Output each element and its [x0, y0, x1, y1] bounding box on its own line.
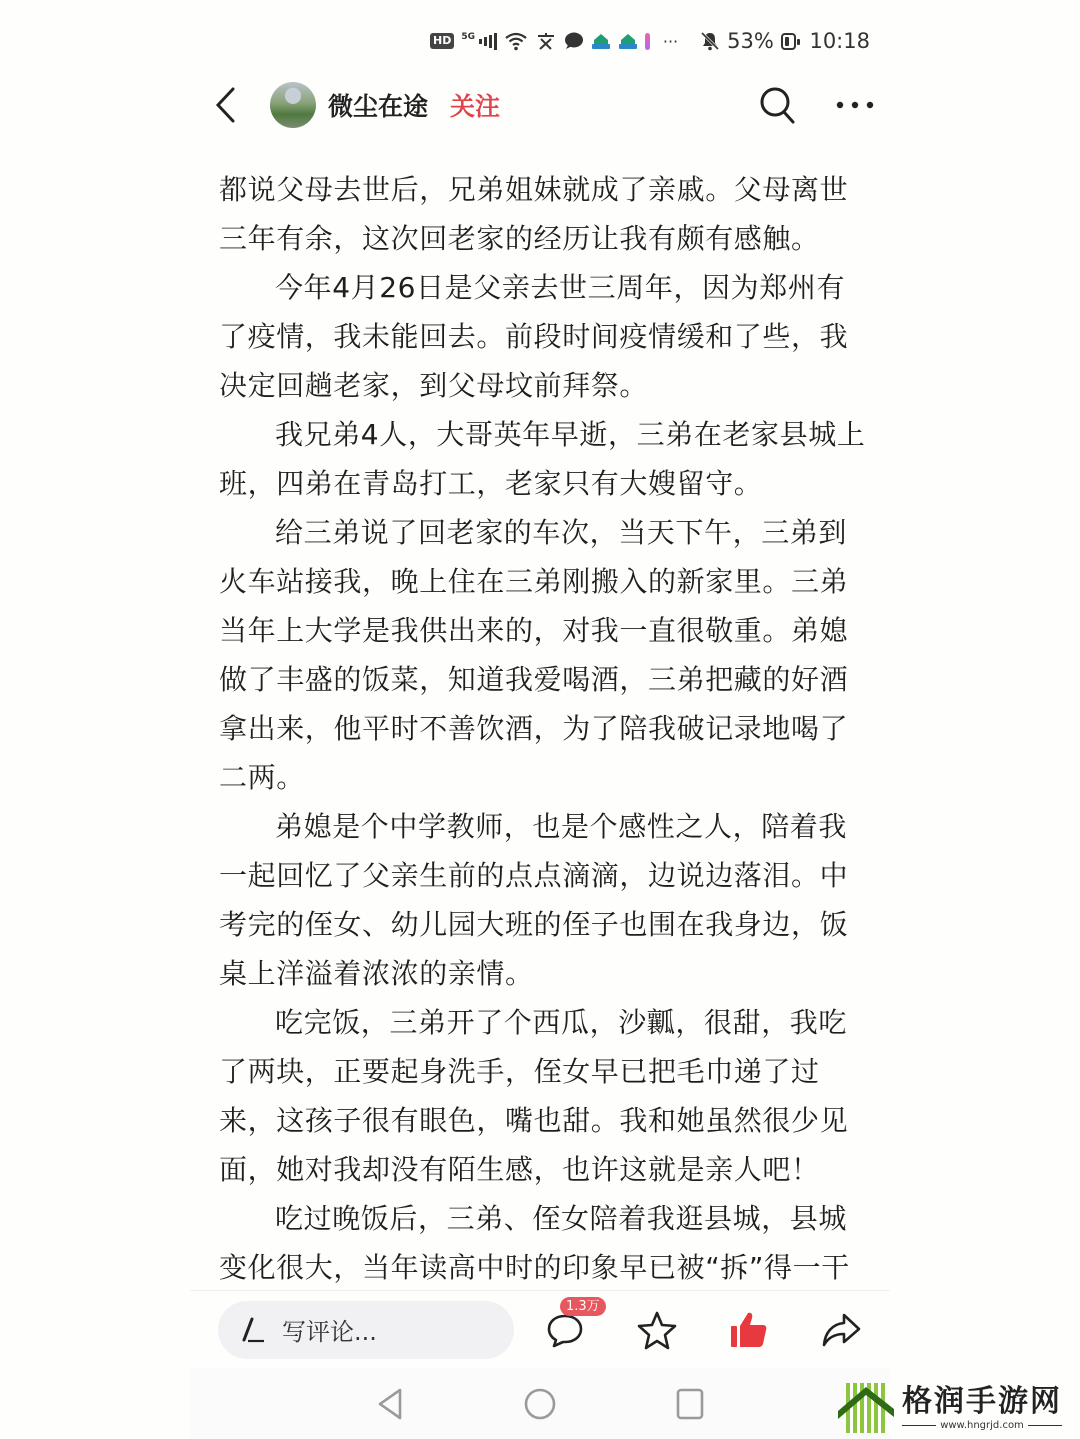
status-bar [430, 24, 870, 58]
home-app-icon [618, 32, 638, 50]
wifi-icon [504, 31, 528, 51]
watermark [838, 1378, 1078, 1436]
battery-percent: 53% [727, 29, 774, 53]
article-paragraph: 吃完饭，三弟开了个西瓜，沙瓤，很甜，我吃了两块，正要起身洗手，侄女早已把毛巾递了过来，这孩子很有眼色，嘴也甜。我和她虽然很少见面，她对我却没有陌生感，也许这就是亲人吧！ [219, 1006, 849, 1186]
article-body [219, 165, 869, 1292]
clock: 10:18 [809, 29, 870, 53]
nav-home-button[interactable] [520, 1384, 560, 1424]
search-icon [757, 85, 797, 125]
comment-placeholder: 写评论... [282, 1318, 377, 1346]
star-icon [636, 1309, 678, 1351]
action-buttons [544, 1298, 862, 1351]
article-paragraph: 弟媳是个中学教师，也是个感性之人，陪着我一起回忆了父亲生前的点点滴滴，边说边落泪。中考完的侄女、幼儿园大班的侄子也围在我身边，饭桌上洋溢着浓浓的亲情。 [219, 810, 849, 990]
pen-icon [240, 1316, 266, 1344]
watermark-logo-icon [838, 1379, 894, 1435]
like-button[interactable] [728, 1309, 770, 1351]
comment-count-badge: 1.3万 [560, 1297, 606, 1316]
network-type: 5G [461, 32, 475, 42]
article-header [205, 80, 875, 130]
header-actions [757, 85, 875, 125]
thumbs-up-icon [728, 1309, 770, 1351]
chat-bubble-icon [564, 32, 584, 50]
watermark-url: www.hngrjd.com [902, 1420, 1062, 1431]
more-button[interactable] [835, 100, 875, 110]
mute-bell-icon [700, 31, 720, 51]
favorite-button[interactable] [636, 1309, 678, 1351]
more-dots-icon: ··· [662, 31, 679, 51]
watermark-title: 格润手游网 [902, 1383, 1062, 1419]
translate-icon [535, 31, 557, 51]
comment-button[interactable] [544, 1298, 600, 1351]
search-button[interactable] [757, 85, 797, 125]
nav-home-icon [523, 1387, 557, 1421]
article-paragraph: 给三弟说了回老家的车次，当天下午，三弟到火车站接我，晚上住在三弟刚搬入的新家里。三弟当年上大学是我供出来的，对我一直很敬重。弟媳做了丰盛的饭菜，知道我爱喝酒，三弟把藏的好酒拿出来，他平时不善饮酒，为了陪我破记录地喝了二两。 [219, 516, 849, 794]
share-button[interactable] [820, 1309, 862, 1351]
nav-recents-button[interactable] [670, 1384, 710, 1424]
author-name[interactable]: 微尘在途 [328, 92, 429, 121]
battery-icon [781, 33, 797, 50]
bottom-action-bar [190, 1290, 890, 1368]
nav-recents-icon [675, 1387, 705, 1421]
article-paragraph: 我兄弟4人，大哥英年早逝，三弟在老家县城上班，四弟在青岛打工，老家只有大嫂留守。 [219, 418, 866, 500]
watermark-text [902, 1384, 1062, 1431]
signal-5g-icon [461, 32, 497, 50]
back-button[interactable] [205, 80, 245, 130]
follow-button[interactable]: 关注 [450, 92, 501, 121]
comment-input[interactable] [218, 1301, 514, 1359]
article-paragraph: 都说父母去世后，兄弟姐妹就成了亲戚。父母离世三年有余，这次回老家的经历让我有颇有感触。 [219, 173, 849, 255]
nav-back-button[interactable] [370, 1384, 410, 1424]
hd-icon: HD [430, 33, 454, 49]
comment-icon [545, 1310, 585, 1350]
more-horizontal-icon [835, 100, 875, 110]
share-icon [820, 1309, 862, 1351]
avatar[interactable] [270, 82, 316, 128]
home-app-icon [591, 32, 611, 50]
chevron-left-icon [213, 85, 237, 125]
article-paragraph: 吃过晚饭后，三弟、侄女陪着我逛县城，县城变化很大，当年读高中时的印象早已被“拆”得一干 [219, 1202, 850, 1284]
app-icon [645, 33, 650, 50]
nav-back-icon [375, 1387, 405, 1421]
article-paragraph: 今年4月26日是父亲去世三周年，因为郑州有了疫情，我未能回去。前段时间疫情缓和了些，我决定回趟老家，到父母坟前拜祭。 [219, 271, 849, 402]
system-nav-bar [190, 1368, 890, 1439]
